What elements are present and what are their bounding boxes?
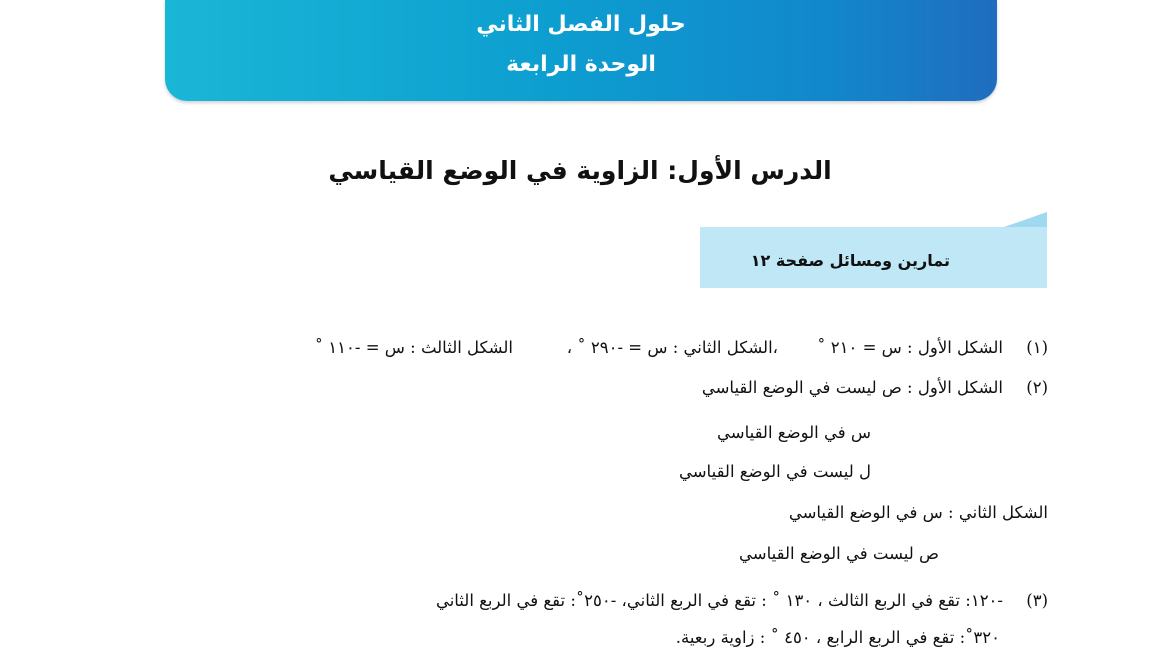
q1-shape3-answer: الشكل الثالث : س = -١١٠ ˚ bbox=[314, 338, 513, 357]
q2-number: (٢) bbox=[1026, 378, 1048, 397]
exercises-tab-corner bbox=[1004, 212, 1047, 227]
q1-number: (١) bbox=[1026, 338, 1048, 357]
unit-title: الوحدة الرابعة bbox=[506, 52, 656, 77]
q3-line2: ٣٢٠˚: تقع في الربع الرابع ، ٤٥٠ ˚ : زاوية ربعية. bbox=[675, 628, 1000, 647]
q2-first-shape-p: الشكل الأول : ص ليست في الوضع القياسي bbox=[701, 378, 1003, 397]
exercises-header-box bbox=[700, 227, 1047, 288]
q1-shape1-answer: الشكل الأول : س = ٢١٠ ˚ bbox=[817, 338, 1003, 357]
q2-second-shape-p: ص ليست في الوضع القياسي bbox=[739, 544, 939, 563]
lesson-title: الدرس الأول: الزاوية في الوضع القياسي bbox=[328, 156, 832, 185]
q2-second-shape-s: الشكل الثاني : س في الوضع القياسي bbox=[788, 503, 1048, 522]
chapter-solutions-title: حلول الفصل الثاني bbox=[476, 12, 686, 37]
q3-number: (٣) bbox=[1026, 591, 1048, 610]
q3-line1: -١٢٠: تقع في الربع الثالث ، ١٣٠ ˚ : تقع في الربع الثاني، -٢٥٠˚: تقع في الربع الثاني bbox=[435, 591, 1003, 610]
chapter-banner bbox=[165, 0, 997, 101]
q2-first-shape-l: ل ليست في الوضع القياسي bbox=[678, 462, 871, 481]
exercises-label: تمارين ومسائل صفحة ١٢ bbox=[750, 251, 950, 270]
q2-first-shape-s: س في الوضع القياسي bbox=[717, 423, 871, 442]
q1-shape2-answer: ،الشكل الثاني : س = -٢٩٠ ˚ ، bbox=[566, 338, 778, 357]
